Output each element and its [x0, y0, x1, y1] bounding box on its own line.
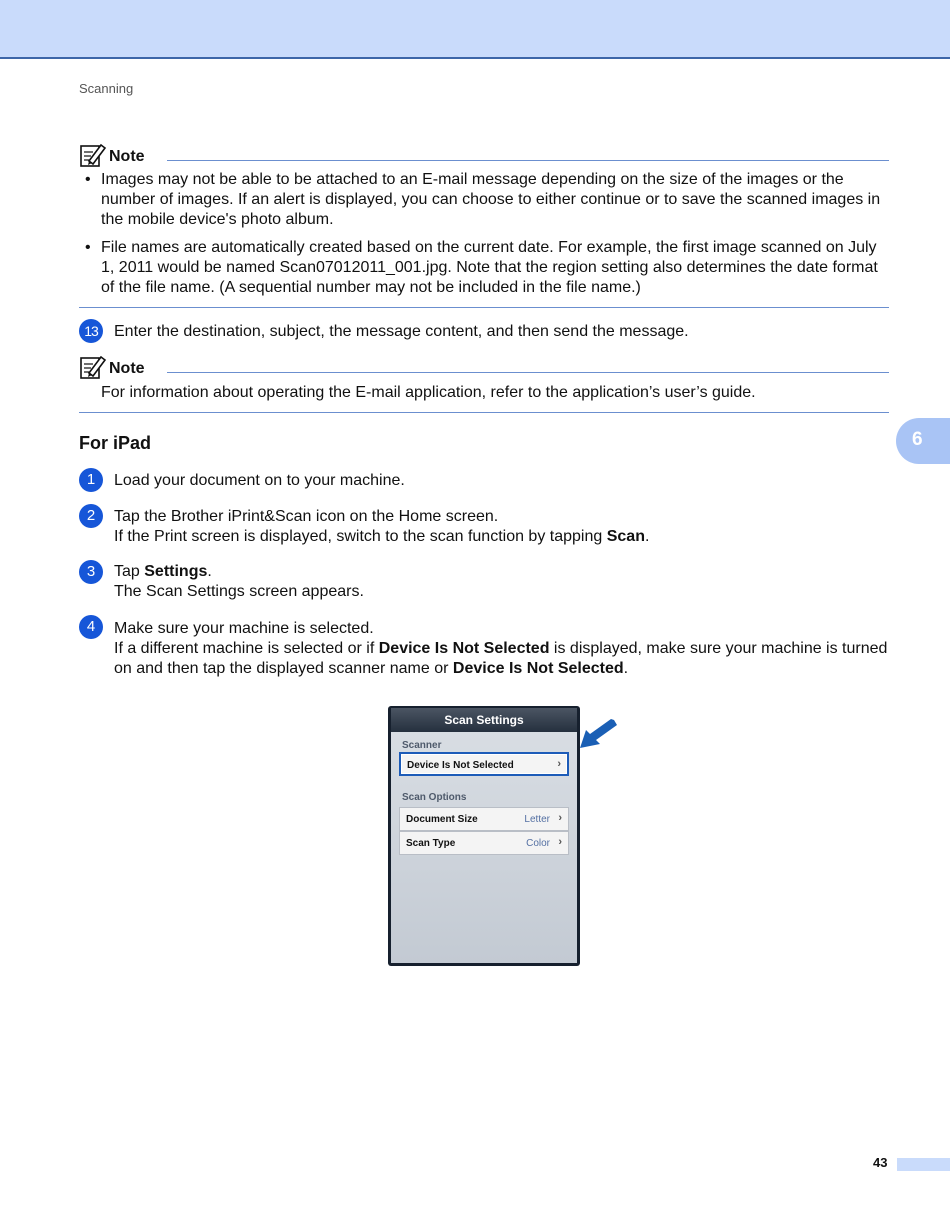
screenshot-panel	[391, 732, 577, 963]
step-3-text-part: .	[207, 563, 212, 580]
chevron-right-icon: ›	[557, 758, 561, 770]
step-4-text	[114, 619, 890, 679]
chevron-right-icon: ›	[558, 812, 562, 824]
note-pencil-icon	[79, 142, 107, 168]
step-4-line-2	[114, 639, 890, 679]
step-number-13: 13	[79, 319, 103, 343]
note-header	[79, 354, 889, 380]
scan-type-label: Scan Type	[406, 838, 456, 849]
step-3-text-part: Tap	[114, 563, 145, 580]
scanner-group-label: Scanner	[402, 740, 442, 751]
note-end-rule	[79, 307, 889, 308]
step-number-4: 4	[79, 615, 103, 639]
step-2-bold-scan: Scan	[606, 528, 645, 545]
section-heading: For iPad	[79, 433, 152, 453]
step-3-line-1	[114, 562, 890, 582]
header-band	[0, 0, 950, 59]
document-size-value: Letter	[524, 814, 550, 825]
step-2-line-2	[114, 527, 890, 547]
note-label: Note	[109, 148, 145, 165]
step-4-text-part: .	[623, 660, 629, 677]
step-2-text	[114, 507, 890, 547]
chapter-number: 6	[912, 429, 923, 450]
note-bullet-text: Images may not be able to be attached to an E-mail message depending on the size of the images or the number of images. If an alert is displayed, you can choose to either continue or to save the scanned images in the mobile device's photo album.	[101, 171, 881, 228]
step-13-text: Enter the destination, subject, the message content, and then send the message.	[114, 323, 689, 340]
step-3-bold-settings: Settings	[144, 563, 208, 580]
note-rule	[167, 160, 889, 161]
note-bullet-text: File names are automatically created based on the current date. For example, the first image scanned on July 1, 2011 would be named Scan07012011_001.jpg. Note that the region setting also determines the date format of the file name. (A sequential number may not be included in the file name.)	[101, 239, 878, 296]
note-header	[79, 142, 889, 168]
footer-band	[897, 1158, 950, 1171]
step-1-text: Load your document on to your machine.	[114, 472, 405, 489]
step-4-text-part: If a different machine is selected or if	[114, 640, 379, 657]
step-4-text-part: is displayed, make sure your machine is turned on and then tap the displayed scanner name or	[114, 640, 888, 677]
section-title: Scanning	[79, 81, 134, 96]
page-number: 43	[873, 1155, 888, 1170]
scan-options-group-label: Scan Options	[402, 792, 467, 803]
scan-type-cell[interactable]	[399, 831, 569, 855]
chevron-right-icon: ›	[558, 836, 562, 848]
step-number-3: 3	[79, 560, 103, 584]
step-number-2: 2	[79, 504, 103, 528]
step-4-bold-device: Device Is Not Selected	[378, 640, 550, 657]
scan-type-value: Color	[526, 838, 550, 849]
step-2-line-1: Tap the Brother iPrint&Scan icon on the Home screen.	[114, 508, 499, 525]
note-label: Note	[109, 360, 145, 377]
screenshot-title: Scan Settings	[391, 708, 577, 732]
device-cell-label: Device Is Not Selected	[407, 760, 514, 771]
document-size-label: Document Size	[406, 814, 478, 825]
bullet-dot: •	[85, 171, 91, 188]
step-4-bold-device: Device Is Not Selected	[452, 660, 624, 677]
device-cell[interactable]	[399, 752, 569, 776]
chapter-tab	[896, 418, 950, 464]
bullet-dot: •	[85, 239, 91, 256]
note-rule	[167, 372, 889, 373]
pointer-arrow-icon	[578, 718, 618, 750]
step-4-line-1: Make sure your machine is selected.	[114, 620, 374, 637]
note-pencil-icon	[79, 354, 107, 380]
step-2-text-part: .	[644, 528, 650, 545]
step-3-line-2: The Scan Settings screen appears.	[114, 583, 364, 600]
note-end-rule	[79, 412, 889, 413]
document-size-cell[interactable]	[399, 807, 569, 831]
step-3-text	[114, 562, 890, 602]
step-number-1: 1	[79, 468, 103, 492]
note-text: For information about operating the E-mail application, refer to the application’s user’s guide.	[101, 384, 756, 401]
step-2-text-part: If the Print screen is displayed, switch to the scan function by tapping	[114, 528, 607, 545]
scan-settings-screenshot	[388, 706, 580, 966]
